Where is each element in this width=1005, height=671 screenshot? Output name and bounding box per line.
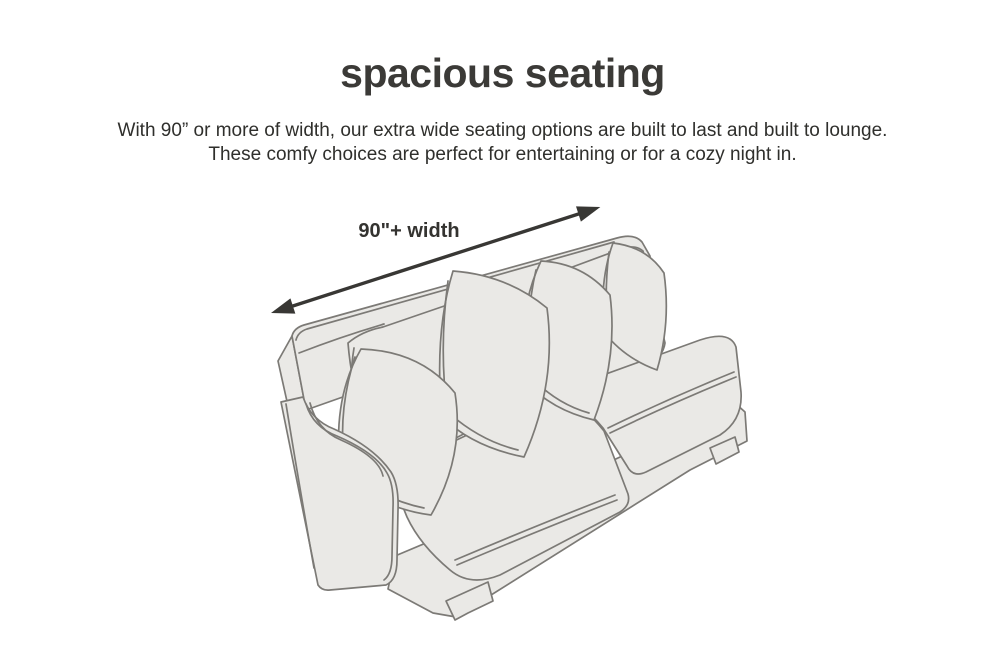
dimension-label: 90"+ width <box>358 220 460 242</box>
description-line-1: With 90” or more of width, our extra wide seating options are built to last and built to lounge. <box>117 120 888 141</box>
sofa-drawing <box>278 236 747 620</box>
page-title: spacious seating <box>340 50 665 96</box>
description-line-2: These comfy choices are perfect for entertaining or for a cozy night in. <box>208 144 797 165</box>
